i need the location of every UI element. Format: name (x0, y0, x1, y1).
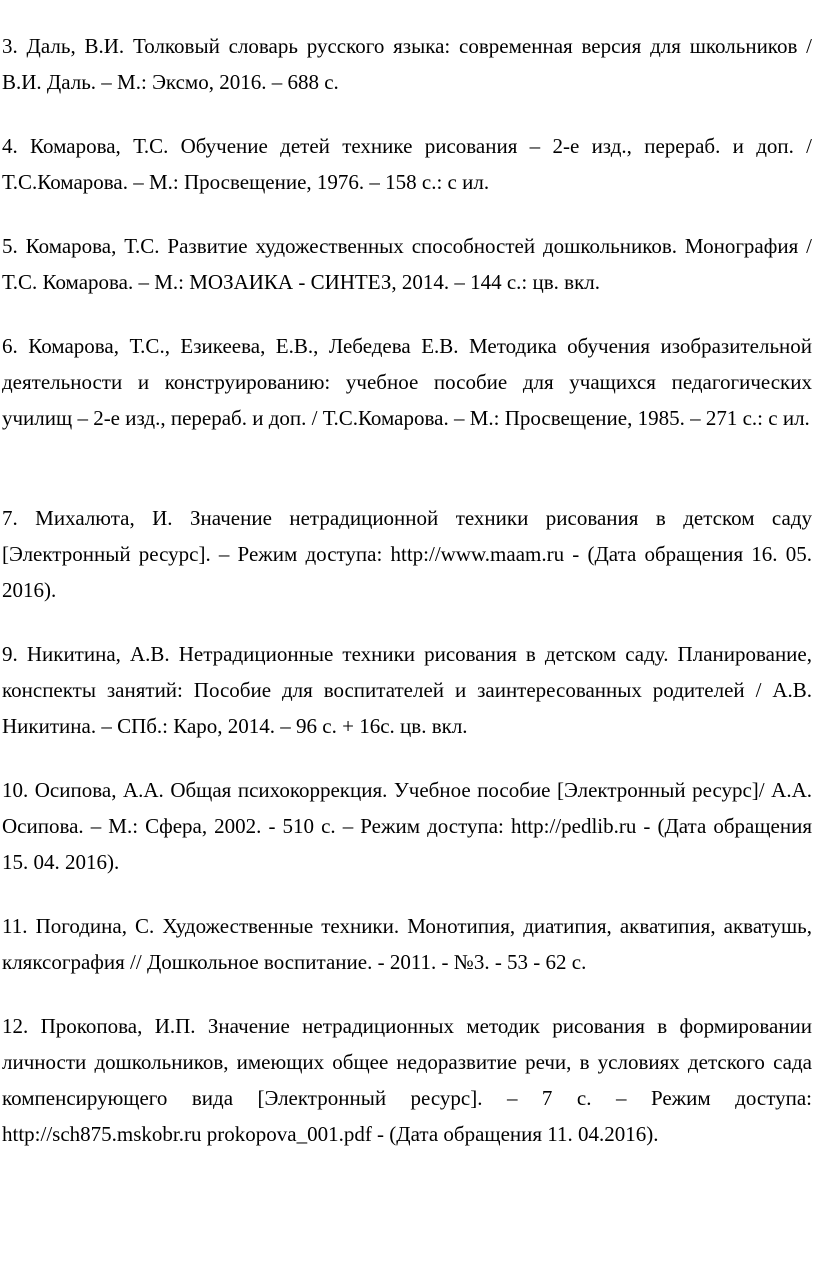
reference-4: 4. Комарова, Т.С. Обучение детей технике рисования – 2-е изд., перераб. и доп. / Т.С.Комарова. – М.: Просвещение, 1976. – 158 с.: с ил. (2, 134, 812, 194)
reference-10: 10. Осипова, А.А. Общая психокоррекция. Учебное пособие [Электронный ресурс]/ А.А. Осипова. – М.: Сфера, 2002. - 510 с. – Режим доступа: http://pedlib.ru - (Дата обращения 15. 04. 2016). (2, 778, 812, 874)
reference-7: 7. Михалюта, И. Значение нетрадиционной техники рисования в детском саду [Электронный ресурс]. – Режим доступа: http://www.maam.ru - (Дата обращения 16. 05. 2016). (2, 506, 812, 602)
reference-12: 12. Прокопова, И.П. Значение нетрадиционных методик рисования в формировании личности дошкольников, имеющих общее недоразвитие речи, в условиях детского сада компенсирующего вида [Электронный ресурс]. – 7 с. – Режим доступа: http://sch875.mskobr.ru prokopova_001.pdf - (Дата обращения 11. 04.2016). (2, 1014, 812, 1146)
reference-11: 11. Погодина, С. Художественные техники. Монотипия, диатипия, акватипия, акватушь, кляксография // Дошкольное воспитание. - 2011. - №3. - 53 - 62 с. (2, 914, 812, 974)
reference-3: 3. Даль, В.И. Толковый словарь русского языка: современная версия для школьников / В.И. Даль. – М.: Эксмо, 2016. – 688 с. (2, 34, 812, 94)
reference-6: 6. Комарова, Т.С., Езикеева, Е.В., Лебедева Е.В. Методика обучения изобразительной деятельности и конструированию: учебное пособие для учащихся педагогических училищ – 2-е изд., перераб. и доп. / Т.С.Комарова. – М.: Просвещение, 1985. – 271 с.: с ил. (2, 334, 812, 430)
reference-5: 5. Комарова, Т.С. Развитие художественных способностей дошкольников. Монография / Т.С. Комарова. – М.: МОЗАИКА - СИНТЕЗ, 2014. – 144 с.: цв. вкл. (2, 234, 812, 294)
reference-9: 9. Никитина, А.В. Нетрадиционные техники рисования в детском саду. Планирование, конспекты занятий: Пособие для воспитателей и заинтересованных родителей / А.В. Никитина. – СПб.: Каро, 2014. – 96 с. + 16с. цв. вкл. (2, 642, 812, 738)
